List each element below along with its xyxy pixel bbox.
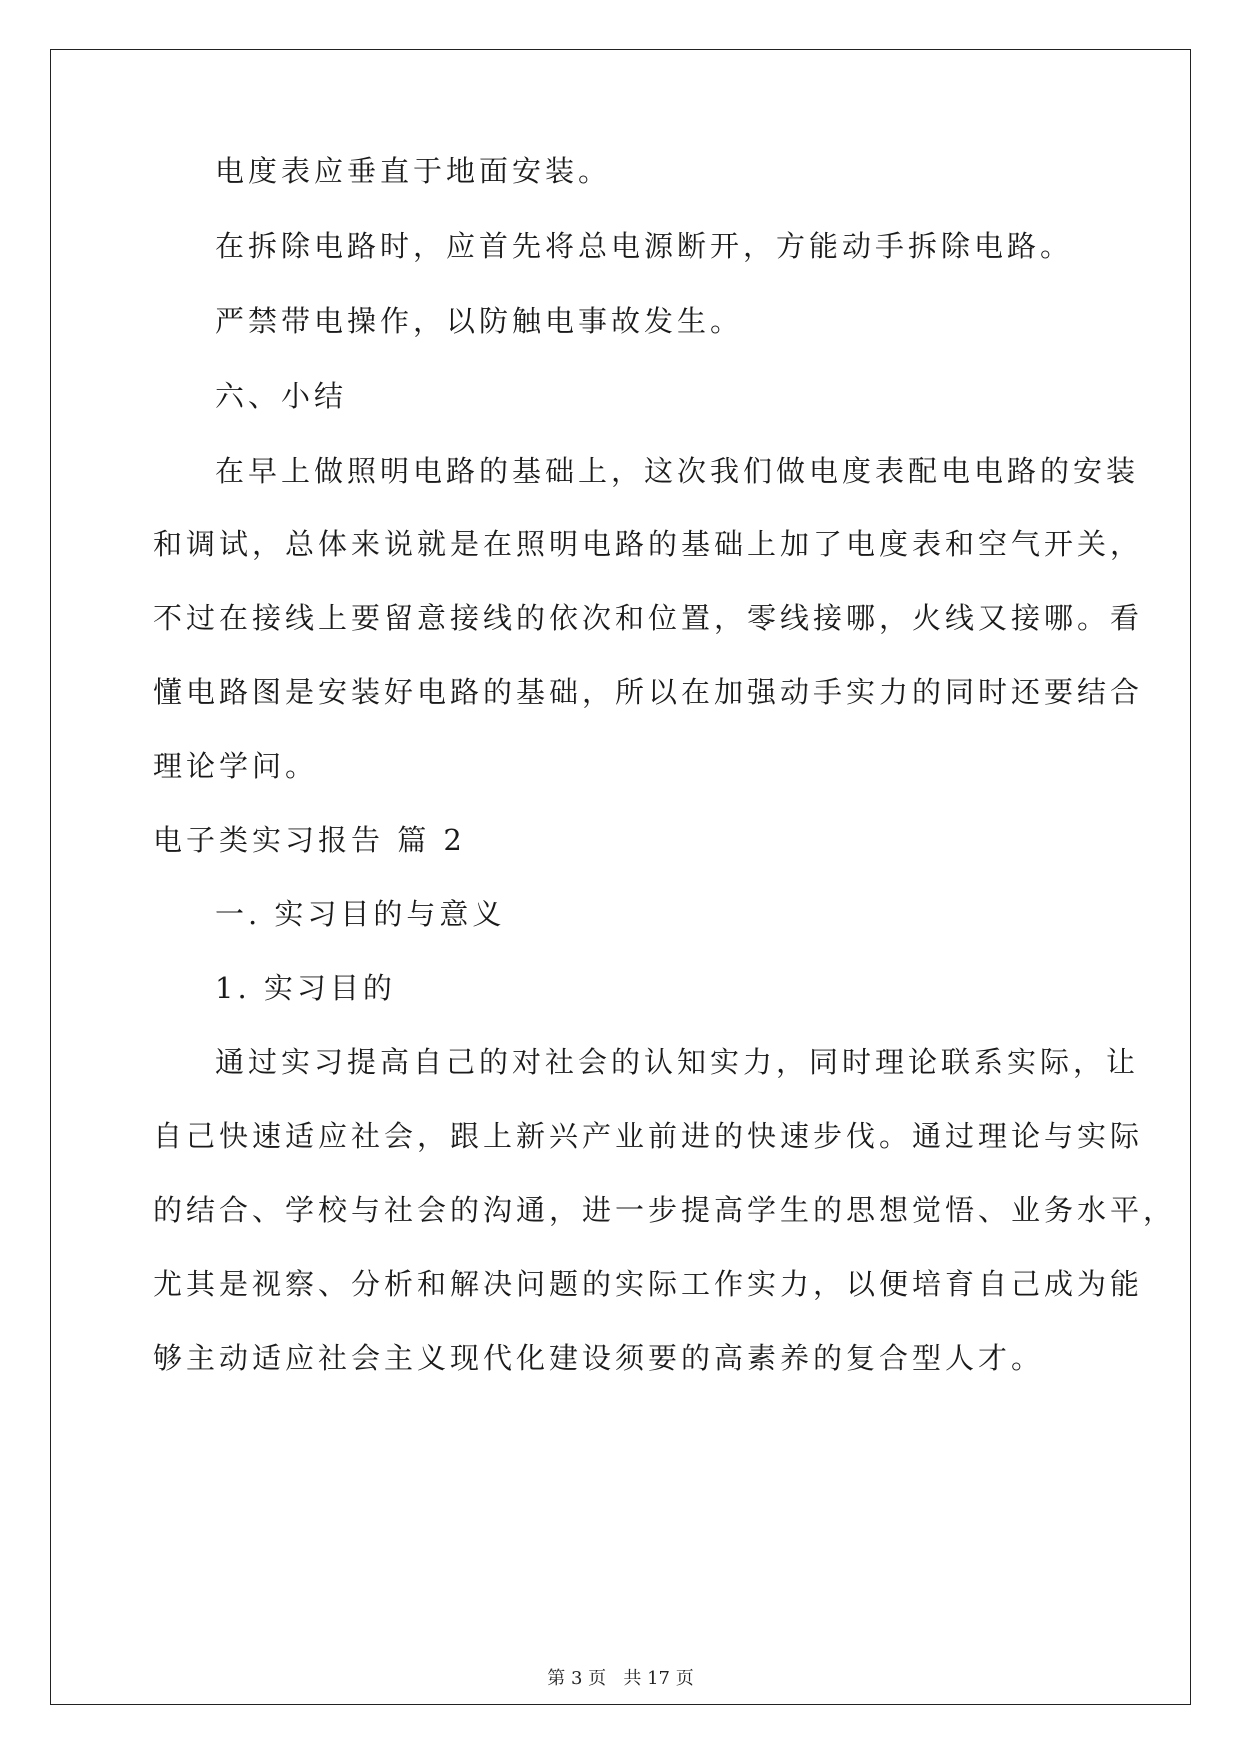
footer-gap [606, 1668, 623, 1689]
page-total: 共 17 页 [623, 1668, 694, 1689]
paragraph-line: 尤其是视察、分析和解决问题的实际工作实力，以便培育自己成为能 [153, 1267, 1144, 1301]
paragraph-line: 在早上做照明电路的基础上，这次我们做电度表配电电路的安装 [215, 454, 1140, 488]
paragraph-line: 的结合、学校与社会的沟通，进一步提高学生的思想觉悟、业务水平， [153, 1193, 1177, 1227]
paragraph-line: 在拆除电路时，应首先将总电源断开，方能动手拆除电路。 [215, 229, 1074, 263]
page-frame [50, 49, 1191, 1705]
paragraph-line: 够主动适应社会主义现代化建设须要的高素养的复合型人才。 [153, 1341, 1045, 1375]
page-number: 第 3 页 [547, 1668, 607, 1689]
subsection-heading: 1. 实习目的 [215, 971, 396, 1005]
paragraph-line: 和调试，总体来说就是在照明电路的基础上加了电度表和空气开关， [153, 527, 1144, 561]
report-title: 电子类实习报告 篇 2 [153, 823, 466, 857]
paragraph-line: 自己快速适应社会，跟上新兴产业前进的快速步伐。通过理论与实际 [153, 1119, 1144, 1153]
section-heading: 六、小结 [215, 379, 348, 413]
page-footer [0, 1667, 1241, 1691]
paragraph-line: 通过实习提高自己的对社会的认知实力，同时理论联系实际，让 [215, 1045, 1140, 1079]
paragraph-line: 不过在接线上要留意接线的依次和位置，零线接哪，火线又接哪。看 [153, 601, 1144, 635]
paragraph-line: 懂电路图是安装好电路的基础，所以在加强动手实力的同时还要结合 [153, 675, 1144, 709]
paragraph-line: 理论学问。 [153, 749, 319, 783]
paragraph-line: 严禁带电操作，以防触电事故发生。 [215, 304, 744, 338]
paragraph-line: 电度表应垂直于地面安装。 [215, 154, 612, 188]
section-heading: 一. 实习目的与意义 [215, 897, 506, 931]
